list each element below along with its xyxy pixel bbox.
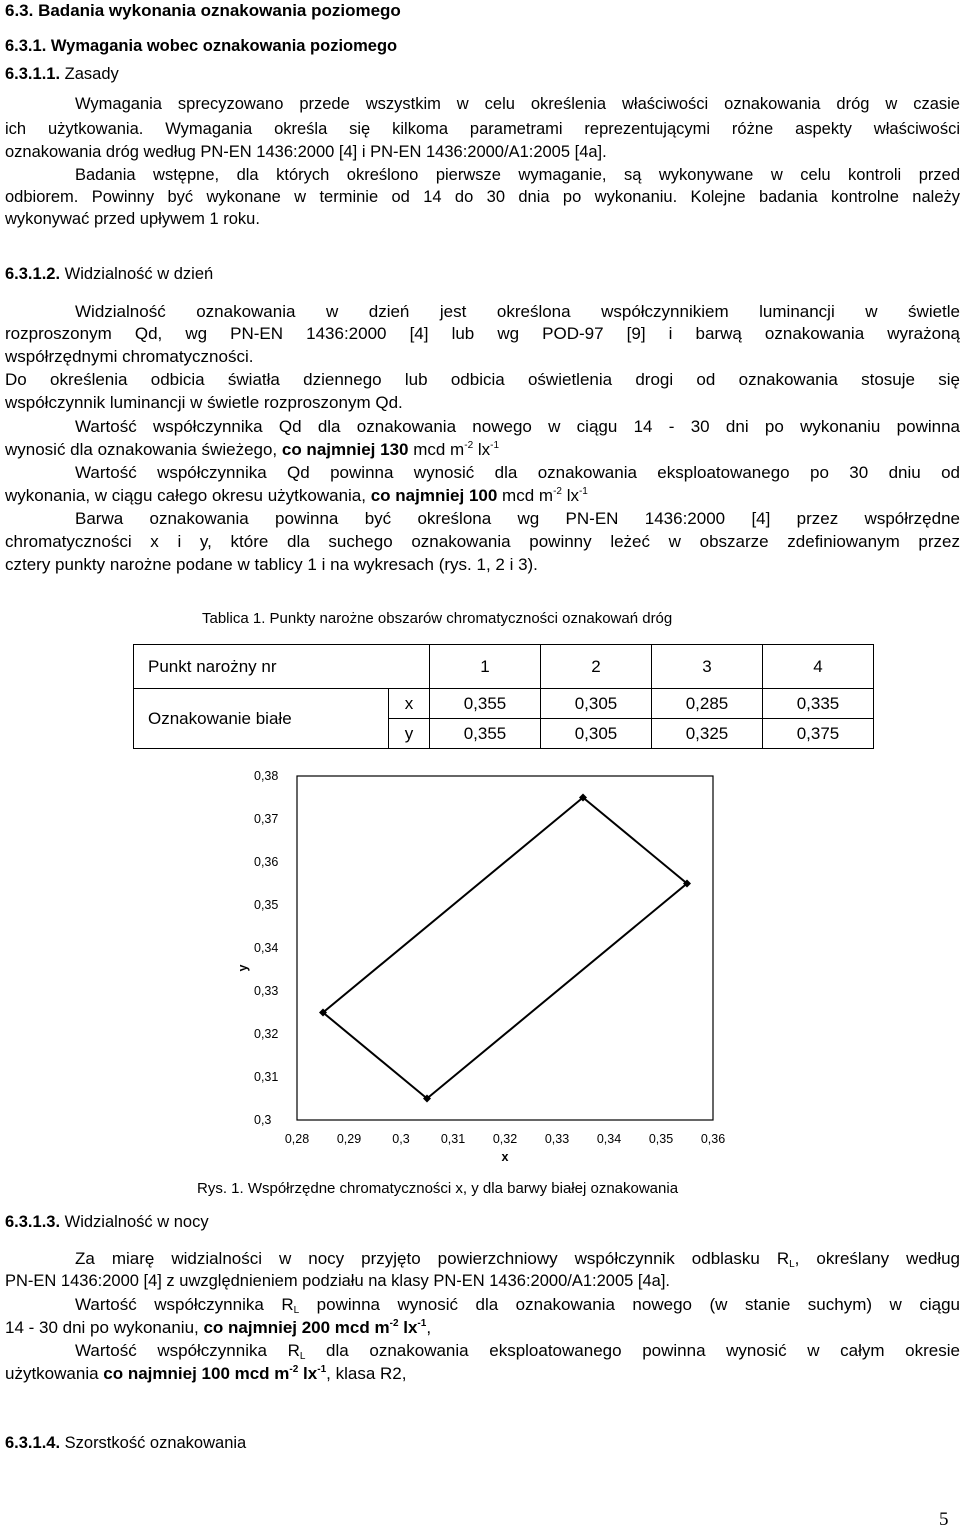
paragraph-line: Wartość współczynnika $R_L$ powinna wynosić dla oznakowania nowego (w stanie suchym) w ciągu — [75, 1295, 960, 1316]
paragraph-line: ich użytkowania. Wymagania określa się kilkoma parametrami reprezentującymi różne aspekty właściwości — [5, 120, 960, 138]
paragraph-line: Wartość współczynnika $R_L$ dla oznakowania eksploatowanego powinna wynosić w całym okresie — [75, 1341, 960, 1362]
table-caption: Tablica 1. Punkty narożne obszarów chromatyczności oznakowań dróg — [202, 610, 673, 627]
x-tick-label: 0,29 — [336, 1132, 362, 1146]
paragraph-line: Wymagania sprecyzowano przede wszystkim w celu określenia właściwości oznakowania dróg w czasie — [75, 95, 960, 113]
x-tick-label: 0,28 — [284, 1132, 310, 1146]
paragraph-line: Za miarę widzialności w nocy przyjęto powierzchniowy współczynnik odblasku $R_L$, określany według — [75, 1249, 960, 1270]
paragraph-line: rozproszonym Qd, wg PN-EN 1436:2000 [4] lub wg POD-97 [9] i barwą oznakowania wyrażoną — [5, 324, 960, 343]
y-tick-label: 0,35 — [254, 898, 279, 912]
paragraph-line: 14 - 30 dni po wykonaniu, co najmniej 200 mcd $m^{-2}$ $lx^{-1}$, — [5, 1318, 432, 1337]
paragraph-line: Widzialność oznakowania w dzień jest określona współczynnikiem luminancji w świetle — [75, 302, 960, 321]
page-number: 5 — [939, 1509, 949, 1530]
table-cell: 0,375 — [763, 719, 874, 749]
paragraph-line: PN-EN 1436:2000 [4] z uwzględnieniem podziału na klasy PN-EN 1436:2000/A1:2005 [4a]. — [5, 1272, 670, 1290]
table-cell: x — [389, 689, 430, 719]
x-tick-label: 0,31 — [440, 1132, 466, 1146]
x-axis-label: x — [501, 1150, 509, 1164]
paragraph-line: wykonywać przed upływem 1 roku. — [5, 210, 260, 228]
paragraph-line: Badania wstępne, dla których określono pierwsze wymaganie, są wykonywane w celu kontroli przed — [75, 166, 960, 184]
table-cell: 1 — [430, 645, 541, 689]
y-tick-label: 0,36 — [254, 855, 279, 869]
y-tick-label: 0,34 — [254, 941, 279, 955]
section-heading: 6.3. Badania wykonania oznakowania poziomego — [5, 1, 401, 20]
table-cell: 0,355 — [430, 719, 541, 749]
subsubsection-heading: 6.3.1.4. Szorstkość oznakowania — [5, 1434, 247, 1452]
table-cell: y — [389, 719, 430, 749]
paragraph-line: współrzędnymi chromatyczności. — [5, 347, 254, 366]
paragraph-line: odbiorem. Powinny być wykonane w terminie od 14 do 30 dnia po wykonaniu. Kolejne badania kontrolne należy — [5, 188, 960, 206]
paragraph-line: użytkowania co najmniej 100 mcd $m^{-2}$ $lx^{-1}$, klasa R2, — [5, 1364, 407, 1383]
series-polygon — [323, 798, 687, 1099]
y-tick-label: 0,37 — [254, 812, 279, 826]
figure-caption: Rys. 1. Współrzędne chromatyczności x, y dla barwy białej oznakowania — [197, 1180, 679, 1197]
table-cell: 0,305 — [541, 689, 652, 719]
subsubsection-heading: 6.3.1.1. Zasady — [5, 65, 119, 83]
subsubsection-heading: 6.3.1.2. Widzialność w dzień — [5, 265, 214, 283]
table-cell: 0,355 — [430, 689, 541, 719]
table-cell: 4 — [763, 645, 874, 689]
paragraph-line: wynosić dla oznakowania świeżego, co najmniej 130 mcd $m^{-2}$ $lx^{-1}$ — [5, 440, 500, 459]
y-tick-label: 0,33 — [254, 984, 279, 998]
table-cell: 2 — [541, 645, 652, 689]
subsubsection-heading: 6.3.1.3. Widzialność w nocy — [5, 1213, 209, 1231]
table-cell: 0,305 — [541, 719, 652, 749]
table-cell: 0,285 — [652, 689, 763, 719]
y-axis-label: y — [236, 964, 250, 972]
x-tick-label: 0,32 — [492, 1132, 518, 1146]
table-row-label: Oznakowanie białe — [134, 689, 389, 749]
paragraph-line: chromatyczności x i y, które dla suchego oznakowania powinny leżeć w obszarze zdefiniowanym przez — [5, 532, 960, 551]
paragraph-line: wykonania, w ciągu całego okresu użytkowania, co najmniej 100 mcd $m^{-2}$ $lx^{-1}$ — [5, 486, 588, 505]
x-tick-label: 0,35 — [648, 1132, 674, 1146]
paragraph-line: Do określenia odbicia światła dziennego lub odbicia oświetlenia drogi od oznakowania stosuje się — [5, 370, 960, 389]
x-tick-label: 0,33 — [544, 1132, 570, 1146]
paragraph-line: Wartość współczynnika Qd powinna wynosić dla oznakowania eksploatowanego po 30 dniu od — [75, 463, 960, 482]
plot-area-frame — [297, 776, 713, 1120]
paragraph-line: oznakowania dróg według PN-EN 1436:2000 [4] i PN-EN 1436:2000/A1:2005 [4a]. — [5, 143, 607, 161]
paragraph-line: współczynnik luminancji w świetle rozproszonym Qd. — [5, 393, 403, 412]
table-cell: 3 — [652, 645, 763, 689]
paragraph-line: cztery punkty narożne podane w tablicy 1 i na wykresach (rys. 1, 2 i 3). — [5, 555, 538, 574]
y-tick-label: 0,3 — [254, 1113, 272, 1127]
table-cell: 0,335 — [763, 689, 874, 719]
paragraph-line: Wartość współczynnika Qd dla oznakowania nowego w ciągu 14 - 30 dni po wykonaniu powinna — [75, 417, 960, 436]
table-cell: 0,325 — [652, 719, 763, 749]
y-tick-label: 0,32 — [254, 1027, 279, 1041]
subsection-heading: 6.3.1. Wymagania wobec oznakowania poziomego — [5, 37, 398, 55]
y-tick-label: 0,31 — [254, 1070, 279, 1084]
x-tick-label: 0,34 — [596, 1132, 622, 1146]
x-tick-label: 0,3 — [392, 1132, 410, 1146]
y-tick-label: 0,38 — [254, 769, 279, 783]
paragraph-line: Barwa oznakowania powinna być określona wg PN-EN 1436:2000 [4] przez współrzędne — [75, 509, 960, 528]
x-tick-label: 0,36 — [700, 1132, 726, 1146]
table-header-label: Punkt narożny nr — [134, 645, 430, 689]
